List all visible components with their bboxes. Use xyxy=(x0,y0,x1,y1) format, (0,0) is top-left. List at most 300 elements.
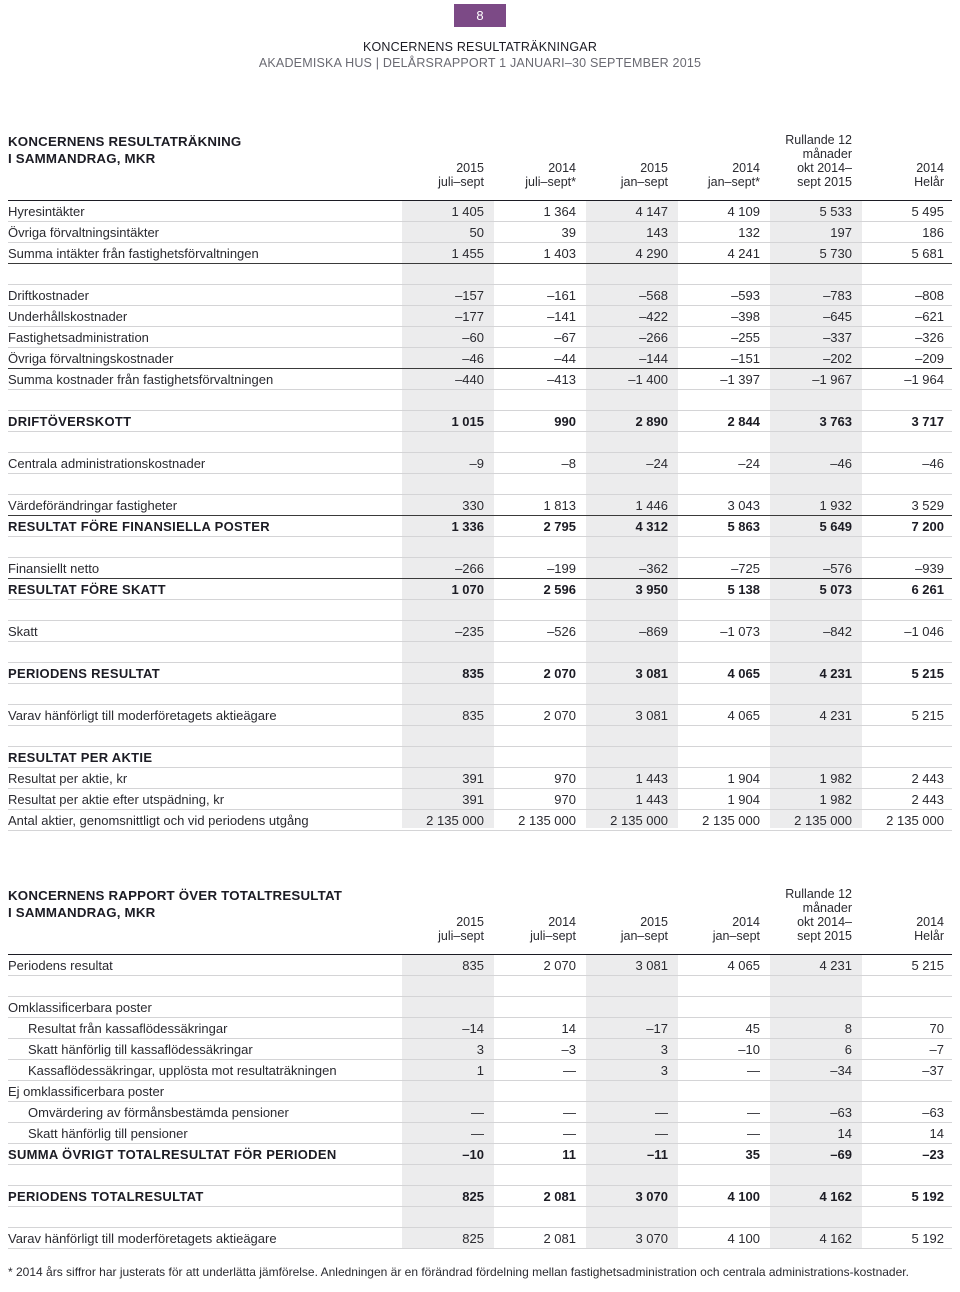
cell-value: 4 100 xyxy=(727,1189,760,1204)
cell-value: 2 135 000 xyxy=(794,813,852,828)
row-label: Ej omklassificerbara poster xyxy=(8,1084,165,1099)
cell-value: –202 xyxy=(823,351,852,366)
cell-value: –151 xyxy=(731,351,760,366)
column-header-line: jan–sept* xyxy=(707,175,760,189)
table-row xyxy=(8,747,952,768)
column-header-line: 2014 xyxy=(732,915,760,929)
cell-value: –783 xyxy=(823,288,852,303)
cell-value: 50 xyxy=(469,225,484,240)
cell-value: 5 215 xyxy=(911,708,944,723)
column-header-line: 2014 xyxy=(548,161,576,175)
table-row xyxy=(8,1081,952,1102)
cell-value: –526 xyxy=(547,624,576,639)
column-header xyxy=(672,161,760,189)
cell-value: –17 xyxy=(646,1021,668,1036)
cell-value: –46 xyxy=(922,456,944,471)
column-header-line: 2014 xyxy=(548,915,576,929)
row-label: Resultat per aktie efter utspädning, kr xyxy=(8,792,225,807)
row-label: SUMMA ÖVRIGT TOTALRESULTAT FÖR PERIODEN xyxy=(8,1147,337,1162)
cell-value: –593 xyxy=(731,288,760,303)
cell-value: 4 231 xyxy=(819,708,852,723)
cell-value: 14 xyxy=(837,1126,852,1141)
table-row xyxy=(8,243,952,264)
cell-value: — xyxy=(563,1126,576,1141)
row-label: Hyresintäkter xyxy=(8,204,85,219)
column-header-line: jan–sept xyxy=(712,929,760,943)
column-header-line: 2014 xyxy=(732,161,760,175)
row-label: Kassaflödessäkringar, upplösta mot resultaträkningen xyxy=(28,1063,337,1078)
cell-value: 5 730 xyxy=(819,246,852,261)
cell-value: 3 950 xyxy=(635,582,668,597)
cell-value: –8 xyxy=(561,456,576,471)
total-title-line1: KONCERNENS RAPPORT ÖVER TOTALTRESULTAT xyxy=(8,888,343,903)
column-header-line: 2014 xyxy=(916,915,944,929)
cell-value: 2 443 xyxy=(911,771,944,786)
cell-value: –10 xyxy=(738,1042,760,1057)
cell-value: 2 081 xyxy=(543,1231,576,1246)
column-header-line: Rullande 12 xyxy=(785,887,852,901)
column-header-line: 2015 xyxy=(456,915,484,929)
cell-value: –326 xyxy=(915,330,944,345)
cell-value: 3 763 xyxy=(819,414,852,429)
cell-value: 3 081 xyxy=(635,958,668,973)
cell-value: — xyxy=(563,1063,576,1078)
page-header-subtitle: AKADEMISKA HUS | DELÅRSRAPPORT 1 JANUARI–30 SEPTEMBER 2015 xyxy=(258,56,702,70)
cell-value: –24 xyxy=(646,456,668,471)
row-label: Antal aktier, genomsnittligt och vid periodens utgång xyxy=(8,813,309,828)
income-title-line1: KONCERNENS RESULTATRÄKNING xyxy=(8,134,242,149)
table-row xyxy=(8,1018,952,1039)
spacer-row xyxy=(8,1207,952,1228)
column-header-line: 2015 xyxy=(640,915,668,929)
cell-value: 1 015 xyxy=(451,414,484,429)
cell-value: 1 364 xyxy=(543,204,576,219)
row-label: Underhållskostnader xyxy=(8,309,128,324)
cell-value: 5 495 xyxy=(911,204,944,219)
cell-value: 6 261 xyxy=(911,582,944,597)
row-label: Omvärdering av förmånsbestämda pensioner xyxy=(28,1105,289,1120)
table-row xyxy=(8,201,952,222)
cell-value: — xyxy=(655,1105,668,1120)
table-row xyxy=(8,579,952,600)
row-label: Periodens resultat xyxy=(8,958,113,973)
column-header-line: 2014 xyxy=(916,161,944,175)
table-row xyxy=(8,516,952,537)
column-header-line: sept 2015 xyxy=(797,929,852,943)
spacer-row xyxy=(8,474,952,495)
column-header xyxy=(396,915,484,943)
table-row xyxy=(8,453,952,474)
cell-value: 2 135 000 xyxy=(518,813,576,828)
comprehensive-income-title xyxy=(8,887,342,921)
cell-value: 2 890 xyxy=(635,414,668,429)
cell-value: 835 xyxy=(462,708,484,723)
column-header-line: Rullande 12 xyxy=(785,133,852,147)
column-header xyxy=(856,161,944,189)
cell-value: –1 397 xyxy=(720,372,760,387)
cell-value: 330 xyxy=(462,498,484,513)
cell-value: 1 336 xyxy=(451,519,484,534)
cell-value: 825 xyxy=(462,1189,484,1204)
cell-value: –1 073 xyxy=(720,624,760,639)
cell-value: 5 215 xyxy=(911,666,944,681)
column-header-line: månader xyxy=(802,901,852,915)
cell-value: –11 xyxy=(647,1147,668,1162)
page-number-badge: 8 xyxy=(454,4,506,27)
cell-value: –63 xyxy=(922,1105,944,1120)
column-header-line: jan–sept xyxy=(620,929,668,943)
spacer-row xyxy=(8,684,952,705)
row-label: Skatt hänförlig till kassaflödessäkringar xyxy=(28,1042,253,1057)
cell-value: –46 xyxy=(830,456,852,471)
row-label: Summa kostnader från fastighetsförvaltningen xyxy=(8,372,274,387)
cell-value: 3 xyxy=(660,1063,668,1078)
row-label: Driftkostnader xyxy=(8,288,89,303)
cell-value: 2 070 xyxy=(543,958,576,973)
row-label: Varav hänförligt till moderföretagets aktieägare xyxy=(8,1231,277,1246)
cell-value: –69 xyxy=(830,1147,852,1162)
cell-value: 4 162 xyxy=(819,1231,852,1246)
column-header-line: juli–sept xyxy=(438,175,484,189)
cell-value: –141 xyxy=(547,309,576,324)
cell-value: 990 xyxy=(554,414,576,429)
row-label: PERIODENS TOTALRESULTAT xyxy=(8,1189,204,1204)
cell-value: –568 xyxy=(639,288,668,303)
cell-value: –23 xyxy=(922,1147,944,1162)
footnote: * 2014 års siffror har justerats för att underlätta jämförelse. Anledningen är en förändrad fördelning mellan fastighetsadministration och centrala administrations-kostnader. xyxy=(8,1265,909,1279)
cell-value: 1 070 xyxy=(451,582,484,597)
cell-value: –1 400 xyxy=(628,372,668,387)
cell-value: 3 xyxy=(660,1042,668,1057)
table-row xyxy=(8,411,952,432)
cell-value: –14 xyxy=(462,1021,484,1036)
table-row xyxy=(8,1039,952,1060)
cell-value: 4 065 xyxy=(727,708,760,723)
cell-value: –1 967 xyxy=(812,372,852,387)
table-row xyxy=(8,1123,952,1144)
cell-value: 5 863 xyxy=(727,519,760,534)
cell-value: 11 xyxy=(562,1147,576,1162)
column-header-line: okt 2014– xyxy=(797,161,852,175)
column-header xyxy=(488,161,576,189)
cell-value: — xyxy=(747,1126,760,1141)
table-row xyxy=(8,369,952,390)
cell-value: 4 109 xyxy=(727,204,760,219)
column-header xyxy=(580,161,668,189)
cell-value: –413 xyxy=(547,372,576,387)
income-title-line2: I SAMMANDRAG, MKR xyxy=(8,151,156,166)
cell-value: 4 065 xyxy=(727,666,760,681)
cell-value: 3 xyxy=(476,1042,484,1057)
cell-value: –621 xyxy=(915,309,944,324)
row-label: RESULTAT FÖRE SKATT xyxy=(8,582,166,597)
column-header xyxy=(672,915,760,943)
row-label: Varav hänförligt till moderföretagets aktieägare xyxy=(8,708,277,723)
cell-value: 5 533 xyxy=(819,204,852,219)
cell-value: 2 596 xyxy=(543,582,576,597)
table-row xyxy=(8,495,952,516)
cell-value: 5 138 xyxy=(727,582,760,597)
cell-value: –9 xyxy=(469,456,484,471)
cell-value: –266 xyxy=(455,561,484,576)
cell-value: 2 070 xyxy=(543,708,576,723)
cell-value: 4 231 xyxy=(819,666,852,681)
cell-value: 5 192 xyxy=(911,1189,944,1204)
cell-value: –157 xyxy=(455,288,484,303)
cell-value: 825 xyxy=(462,1231,484,1246)
cell-value: –235 xyxy=(455,624,484,639)
table-row xyxy=(8,327,952,348)
spacer-row xyxy=(8,976,952,997)
cell-value: 835 xyxy=(462,666,484,681)
table-row xyxy=(8,1186,952,1207)
table-row xyxy=(8,997,952,1018)
cell-value: –209 xyxy=(915,351,944,366)
cell-value: 1 455 xyxy=(451,246,484,261)
cell-value: –576 xyxy=(823,561,852,576)
cell-value: 4 147 xyxy=(635,204,668,219)
cell-value: 8 xyxy=(844,1021,852,1036)
row-label: Värdeförändringar fastigheter xyxy=(8,498,178,513)
table-row xyxy=(8,810,952,831)
cell-value: 2 135 000 xyxy=(610,813,668,828)
row-label: Resultat från kassaflödessäkringar xyxy=(28,1021,228,1036)
cell-value: 2 070 xyxy=(543,666,576,681)
cell-value: –24 xyxy=(738,456,760,471)
cell-value: –46 xyxy=(462,351,484,366)
cell-value: 4 065 xyxy=(727,958,760,973)
column-header xyxy=(856,915,944,943)
cell-value: 197 xyxy=(830,225,852,240)
column-header-line: månader xyxy=(802,147,852,161)
spacer-row xyxy=(8,1165,952,1186)
table-row xyxy=(8,789,952,810)
cell-value: –63 xyxy=(830,1105,852,1120)
cell-value: 1 405 xyxy=(451,204,484,219)
table-row xyxy=(8,1060,952,1081)
column-header xyxy=(580,915,668,943)
cell-value: –161 xyxy=(547,288,576,303)
cell-value: 835 xyxy=(462,958,484,973)
cell-value: 5 192 xyxy=(911,1231,944,1246)
cell-value: –725 xyxy=(731,561,760,576)
cell-value: 143 xyxy=(646,225,668,240)
table-row xyxy=(8,955,952,976)
cell-value: –842 xyxy=(823,624,852,639)
cell-value: — xyxy=(655,1126,668,1141)
cell-value: –1 964 xyxy=(904,372,944,387)
cell-value: 3 529 xyxy=(911,498,944,513)
column-header xyxy=(396,161,484,189)
table-row xyxy=(8,285,952,306)
row-label: PERIODENS RESULTAT xyxy=(8,666,161,681)
cell-value: 14 xyxy=(561,1021,576,1036)
cell-value: 2 795 xyxy=(543,519,576,534)
column-header xyxy=(764,887,852,943)
cell-value: 1 813 xyxy=(543,498,576,513)
cell-value: –266 xyxy=(639,330,668,345)
cell-value: –939 xyxy=(915,561,944,576)
cell-value: 3 081 xyxy=(635,708,668,723)
page-header-title: KONCERNENS RESULTATRÄKNINGAR xyxy=(362,40,598,54)
cell-value: 2 135 000 xyxy=(426,813,484,828)
cell-value: 1 904 xyxy=(727,792,760,807)
cell-value: –1 046 xyxy=(904,624,944,639)
cell-value: 3 717 xyxy=(911,414,944,429)
cell-value: 132 xyxy=(738,225,760,240)
cell-value: –60 xyxy=(462,330,484,345)
cell-value: –177 xyxy=(455,309,484,324)
row-label: Fastighetsadministration xyxy=(8,330,149,345)
cell-value: –144 xyxy=(639,351,668,366)
table-row xyxy=(8,621,952,642)
cell-value: 1 932 xyxy=(819,498,852,513)
table-row xyxy=(8,1144,952,1165)
cell-value: 1 xyxy=(476,1063,484,1078)
cell-value: 2 081 xyxy=(543,1189,576,1204)
cell-value: 39 xyxy=(561,225,576,240)
column-header-line: jan–sept xyxy=(620,175,668,189)
cell-value: 4 100 xyxy=(727,1231,760,1246)
cell-value: –255 xyxy=(731,330,760,345)
spacer-row xyxy=(8,642,952,663)
row-label: Skatt hänförlig till pensioner xyxy=(28,1126,188,1141)
row-label: Finansiellt netto xyxy=(8,561,100,576)
table-row xyxy=(8,306,952,327)
table-row xyxy=(8,222,952,243)
cell-value: 2 135 000 xyxy=(886,813,944,828)
cell-value: 3 081 xyxy=(635,666,668,681)
column-header-line: 2015 xyxy=(640,161,668,175)
spacer-row xyxy=(8,432,952,453)
cell-value: –645 xyxy=(823,309,852,324)
table-row xyxy=(8,663,952,684)
income-statement-title xyxy=(8,133,241,167)
column-header-line: Helår xyxy=(914,175,944,189)
cell-value: 14 xyxy=(929,1126,944,1141)
column-header-line: 2015 xyxy=(456,161,484,175)
cell-value: — xyxy=(747,1063,760,1078)
cell-value: 2 844 xyxy=(727,414,760,429)
table-row xyxy=(8,1102,952,1123)
cell-value: 2 443 xyxy=(911,792,944,807)
cell-value: 391 xyxy=(462,771,484,786)
row-label: Omklassificerbara poster xyxy=(8,1000,152,1015)
cell-value: –869 xyxy=(639,624,668,639)
row-label: Centrala administrationskostnader xyxy=(8,456,206,471)
cell-value: –10 xyxy=(462,1147,484,1162)
cell-value: 70 xyxy=(929,1021,944,1036)
table-row xyxy=(8,705,952,726)
row-label: Skatt xyxy=(8,624,38,639)
cell-value: 5 649 xyxy=(819,519,852,534)
cell-value: 5 215 xyxy=(911,958,944,973)
cell-value: 1 403 xyxy=(543,246,576,261)
cell-value: 1 982 xyxy=(819,792,852,807)
total-title-line2: I SAMMANDRAG, MKR xyxy=(8,905,156,920)
row-label: Övriga förvaltningsintäkter xyxy=(8,225,160,240)
cell-value: 2 135 000 xyxy=(702,813,760,828)
spacer-row xyxy=(8,600,952,621)
row-label: Resultat per aktie, kr xyxy=(8,771,128,786)
cell-value: 391 xyxy=(462,792,484,807)
table-row xyxy=(8,1228,952,1249)
row-label: Övriga förvaltningskostnader xyxy=(8,351,174,366)
cell-value: –362 xyxy=(639,561,668,576)
cell-value: –44 xyxy=(554,351,576,366)
cell-value: 186 xyxy=(922,225,944,240)
cell-value: 7 200 xyxy=(911,519,944,534)
cell-value: 3 043 xyxy=(727,498,760,513)
spacer-row xyxy=(8,390,952,411)
cell-value: –808 xyxy=(915,288,944,303)
row-label: Summa intäkter från fastighetsförvaltningen xyxy=(8,246,259,261)
column-header-line: juli–sept xyxy=(530,929,576,943)
cell-value: 45 xyxy=(745,1021,760,1036)
cell-value: — xyxy=(471,1105,484,1120)
column-header xyxy=(488,915,576,943)
cell-value: 35 xyxy=(745,1147,760,1162)
spacer-row xyxy=(8,264,952,285)
cell-value: 1 443 xyxy=(635,771,668,786)
row-label: RESULTAT FÖRE FINANSIELLA POSTER xyxy=(8,519,270,534)
column-header xyxy=(764,133,852,189)
cell-value: 1 982 xyxy=(819,771,852,786)
cell-value: — xyxy=(471,1126,484,1141)
cell-value: –3 xyxy=(561,1042,576,1057)
column-header-line: Helår xyxy=(914,929,944,943)
cell-value: 3 070 xyxy=(635,1189,668,1204)
cell-value: –337 xyxy=(823,330,852,345)
cell-value: 6 xyxy=(844,1042,852,1057)
column-header-line: okt 2014– xyxy=(797,915,852,929)
table-row xyxy=(8,348,952,369)
cell-value: –440 xyxy=(455,372,484,387)
column-header-line: sept 2015 xyxy=(797,175,852,189)
cell-value: 5 073 xyxy=(819,582,852,597)
cell-value: — xyxy=(563,1105,576,1120)
table-row xyxy=(8,558,952,579)
row-label: DRIFTÖVERSKOTT xyxy=(8,414,132,429)
cell-value: 4 312 xyxy=(635,519,668,534)
cell-value: 1 443 xyxy=(635,792,668,807)
cell-value: –199 xyxy=(547,561,576,576)
cell-value: — xyxy=(747,1105,760,1120)
row-label: RESULTAT PER AKTIE xyxy=(8,750,153,765)
cell-value: –422 xyxy=(639,309,668,324)
cell-value: 5 681 xyxy=(911,246,944,261)
cell-value: 4 231 xyxy=(819,958,852,973)
cell-value: –67 xyxy=(554,330,576,345)
table-row xyxy=(8,768,952,789)
cell-value: –7 xyxy=(929,1042,944,1057)
spacer-row xyxy=(8,537,952,558)
cell-value: 970 xyxy=(554,792,576,807)
cell-value: –34 xyxy=(830,1063,852,1078)
spacer-row xyxy=(8,726,952,747)
cell-value: 1 904 xyxy=(727,771,760,786)
cell-value: 1 446 xyxy=(635,498,668,513)
cell-value: 4 241 xyxy=(727,246,760,261)
cell-value: 970 xyxy=(554,771,576,786)
column-header-line: juli–sept* xyxy=(525,175,576,189)
cell-value: 3 070 xyxy=(635,1231,668,1246)
cell-value: –398 xyxy=(731,309,760,324)
column-header-line: juli–sept xyxy=(438,929,484,943)
cell-value: 4 162 xyxy=(819,1189,852,1204)
cell-value: 4 290 xyxy=(635,246,668,261)
cell-value: –37 xyxy=(922,1063,944,1078)
